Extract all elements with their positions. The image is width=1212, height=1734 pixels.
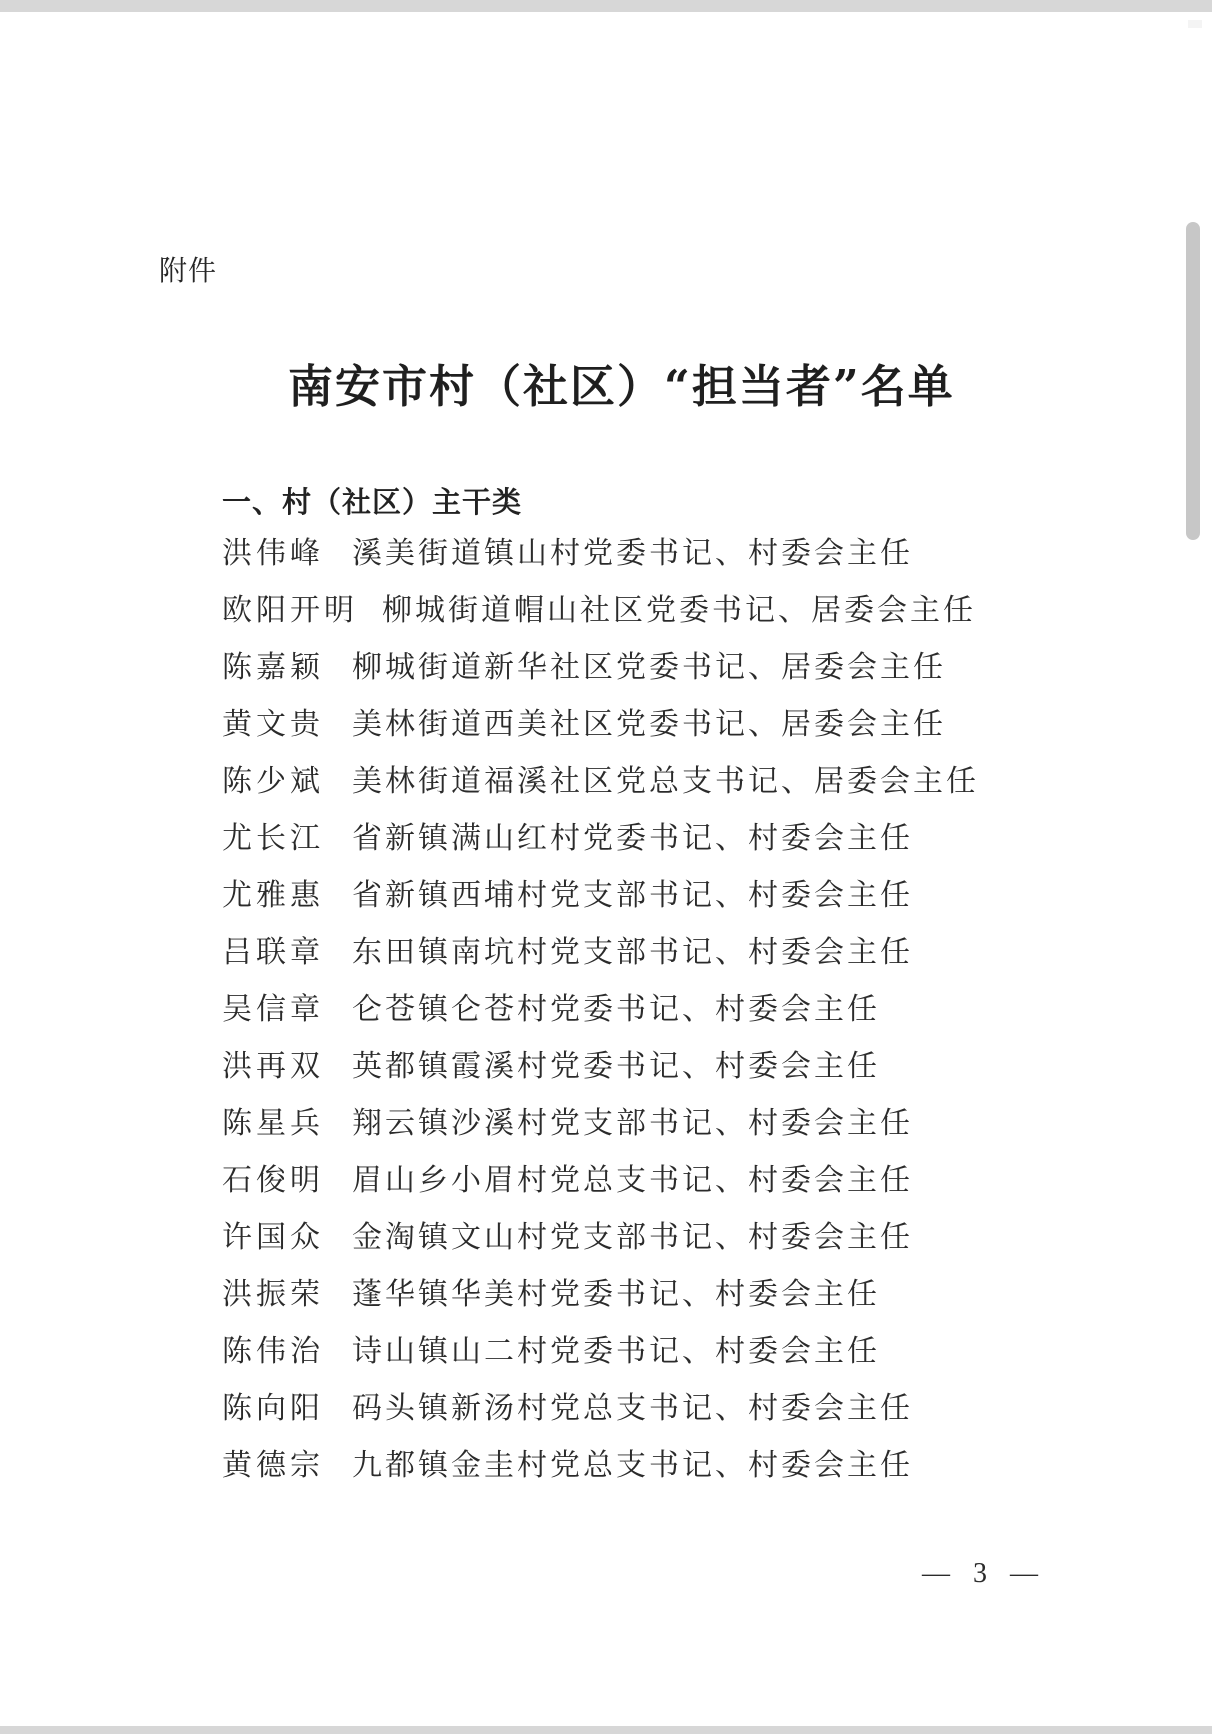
candidate-name: 洪振荣 bbox=[222, 1277, 324, 1312]
candidate-role: 柳城街道帽山社区党委书记、居委会主任 bbox=[382, 593, 976, 628]
candidate-name: 许国众 bbox=[222, 1220, 324, 1255]
candidate-name: 陈少斌 bbox=[222, 764, 324, 799]
candidate-name: 黄德宗 bbox=[222, 1448, 324, 1483]
document-title: 南安市村（社区）“担当者”名单 bbox=[288, 360, 955, 413]
candidate-name: 洪再双 bbox=[222, 1049, 324, 1084]
candidate-role: 蓬华镇华美村党委书记、村委会主任 bbox=[352, 1277, 880, 1312]
candidate-role: 省新镇西埔村党支部书记、村委会主任 bbox=[352, 878, 913, 913]
candidate-name: 黄文贵 bbox=[222, 707, 324, 742]
candidate-role: 翔云镇沙溪村党支部书记、村委会主任 bbox=[352, 1106, 913, 1141]
candidate-role: 诗山镇山二村党委书记、村委会主任 bbox=[352, 1334, 880, 1369]
candidate-name: 陈向阳 bbox=[222, 1391, 324, 1426]
candidate-name: 吕联章 bbox=[222, 935, 324, 970]
viewer-corner-mark bbox=[1188, 20, 1202, 28]
candidate-role: 眉山乡小眉村党总支书记、村委会主任 bbox=[352, 1163, 913, 1198]
viewer-top-border bbox=[0, 0, 1212, 12]
candidate-name: 尤长江 bbox=[222, 821, 324, 856]
candidate-role: 美林街道福溪社区党总支书记、居委会主任 bbox=[352, 764, 979, 799]
candidate-name: 陈伟治 bbox=[222, 1334, 324, 1369]
candidate-role: 码头镇新汤村党总支书记、村委会主任 bbox=[352, 1391, 913, 1426]
candidate-role: 美林街道西美社区党委书记、居委会主任 bbox=[352, 707, 946, 742]
candidate-role: 英都镇霞溪村党委书记、村委会主任 bbox=[352, 1049, 880, 1084]
candidate-name: 陈嘉颖 bbox=[222, 650, 324, 685]
candidate-role: 东田镇南坑村党支部书记、村委会主任 bbox=[352, 935, 913, 970]
viewer-bottom-border bbox=[0, 1726, 1212, 1734]
candidate-role: 九都镇金圭村党总支书记、村委会主任 bbox=[352, 1448, 913, 1483]
candidate-name: 石俊明 bbox=[222, 1163, 324, 1198]
page-number: — 3 — bbox=[922, 1558, 1046, 1589]
candidate-name: 吴信章 bbox=[222, 992, 324, 1027]
candidate-role: 柳城街道新华社区党委书记、居委会主任 bbox=[352, 650, 946, 685]
section-heading: 一、村（社区）主干类 bbox=[222, 485, 523, 519]
candidate-name: 尤雅惠 bbox=[222, 878, 324, 913]
candidate-name: 欧阳开明 bbox=[222, 593, 358, 628]
candidate-role: 金淘镇文山村党支部书记、村委会主任 bbox=[352, 1220, 913, 1255]
attachment-label: 附件 bbox=[159, 254, 218, 287]
candidate-name: 陈星兵 bbox=[222, 1106, 324, 1141]
candidate-role: 溪美街道镇山村党委书记、村委会主任 bbox=[352, 536, 913, 571]
candidate-name: 洪伟峰 bbox=[222, 536, 324, 571]
vertical-scrollbar[interactable] bbox=[1186, 222, 1200, 540]
candidate-role: 仑苍镇仑苍村党委书记、村委会主任 bbox=[352, 992, 880, 1027]
candidate-role: 省新镇满山红村党委书记、村委会主任 bbox=[352, 821, 913, 856]
